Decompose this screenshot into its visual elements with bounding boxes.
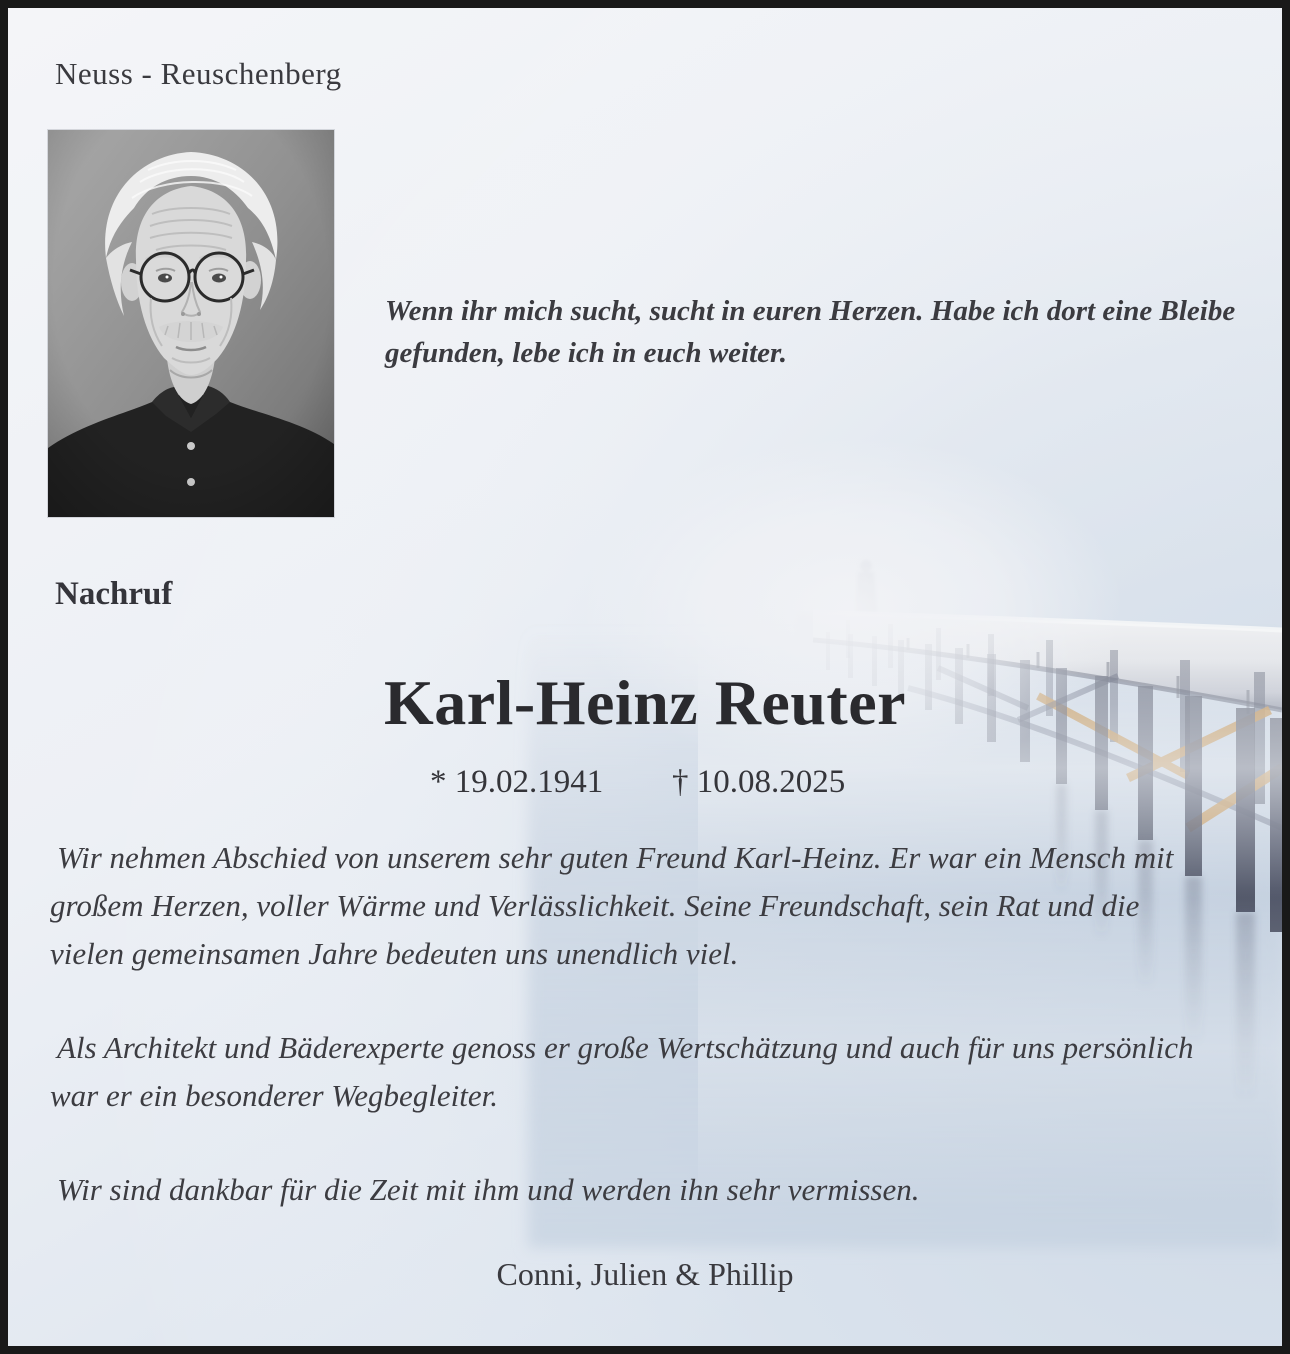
section-label-nachruf: Nachruf (55, 576, 173, 612)
life-dates (8, 764, 1282, 808)
death-date: † 10.08.2025 (672, 764, 846, 800)
portrait-illustration (48, 130, 334, 517)
obituary-paragraph-1: Wir nehmen Abschied von unserem sehr guten Freund Karl-Heinz. Er war ein Mensch mit großem Herzen, voller Wärme und Verlässlichkeit. Seine Freundschaft, sein Rat und die vielen gemeinsamen Jahre bedeuten uns unendlich viel. (50, 840, 1174, 971)
portrait-photo (48, 130, 334, 517)
memorial-quote: Wenn ihr mich sucht, sucht in euren Herzen. Habe ich dort eine Bleibe gefunden, lebe ich in euch weiter. (385, 295, 1236, 370)
mourners-signature: Conni, Julien & Phillip (496, 1256, 794, 1292)
deceased-name: Karl-Heinz Reuter (383, 667, 907, 738)
obituary-paragraph-2: Als Architekt und Bäderexperte genoss er große Wertschätzung und auch für uns persönlich war er ein besonderer Wegbegleiter. (50, 1030, 1194, 1113)
obituary-paragraph-3: Wir sind dankbar für die Zeit mit ihm und werden ihn sehr vermissen. (57, 1172, 920, 1207)
location-header: Neuss - Reuschenberg (55, 56, 342, 91)
obituary-text (50, 834, 1200, 1260)
birth-date: * 19.02.1941 (430, 764, 604, 800)
